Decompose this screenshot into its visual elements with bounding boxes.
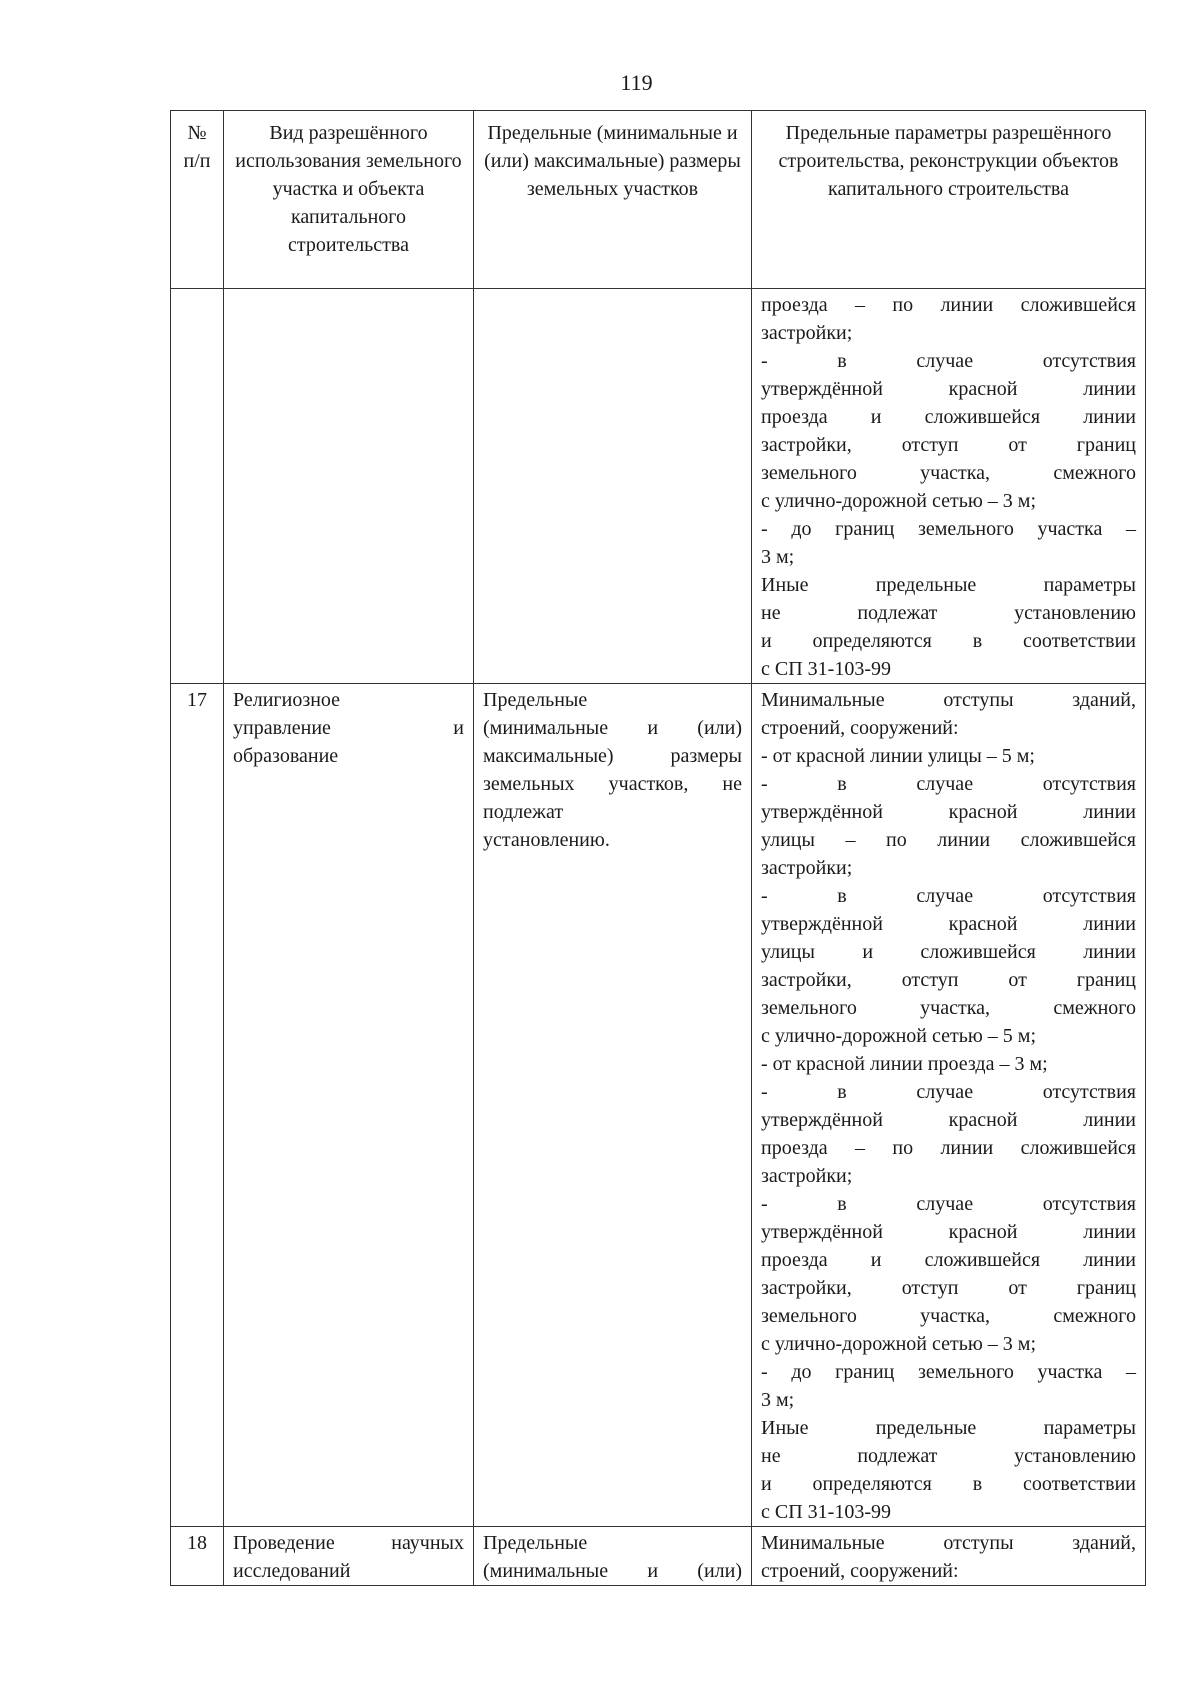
- row-type-of-use: [224, 289, 474, 684]
- text-line: строений, сооружений:: [761, 717, 959, 739]
- text-line: с СП 31-103-99: [761, 658, 891, 680]
- text-line: Минимальные отступы зданий,: [761, 1532, 1136, 1554]
- text-line: - в случае отсутствия: [761, 350, 1136, 372]
- table-row-17: [171, 684, 1146, 1527]
- text-line: утверждённой красной линии: [761, 801, 1136, 823]
- row-size-limits: [474, 684, 752, 1527]
- page-number: 119: [620, 70, 653, 95]
- row-number: 18: [171, 1527, 224, 1586]
- text-line: с улично-дорожной сетью – 3 м;: [761, 490, 1037, 512]
- text-line: улицы – по линии сложившейся: [761, 829, 1136, 851]
- text-line: - до границ земельного участка –: [761, 518, 1136, 540]
- text-line: - в случае отсутствия: [761, 773, 1136, 795]
- text-line: с улично-дорожной сетью – 5 м;: [761, 1025, 1037, 1047]
- row-size-limits: [474, 289, 752, 684]
- row-type-of-use: [224, 1527, 474, 1586]
- text-line: Религиозное: [233, 689, 341, 711]
- text-line: Предельные: [483, 1532, 588, 1554]
- text-line: (минимальные и (или): [483, 1560, 742, 1582]
- text-line: застройки;: [761, 857, 853, 879]
- text-line: строений, сооружений:: [761, 1560, 959, 1582]
- text-line: (минимальные и (или): [483, 717, 742, 739]
- text-line: проезда – по линии сложившейся: [761, 1137, 1136, 1159]
- text-line: проезда – по линии сложившейся: [761, 294, 1136, 316]
- row-number: [171, 289, 224, 684]
- header-params: Предельные параметры разрешённого строительства, реконструкции объектов капитального строительства: [752, 111, 1146, 289]
- text-line: и определяются в соответствии: [761, 1473, 1136, 1495]
- text-line: установлению.: [483, 829, 610, 851]
- row-params: [752, 289, 1146, 684]
- row-type-of-use: [224, 684, 474, 1527]
- text-line: управление и: [233, 717, 464, 739]
- text-line: улицы и сложившейся линии: [761, 941, 1136, 963]
- table-row-18: [171, 1527, 1146, 1586]
- text-line: и определяются в соответствии: [761, 630, 1136, 652]
- text-line: утверждённой красной линии: [761, 1109, 1136, 1131]
- text-line: - от красной линии проезда – 3 м;: [761, 1053, 1048, 1075]
- table-header-row: [171, 111, 1146, 289]
- text-line: утверждённой красной линии: [761, 378, 1136, 400]
- text-line: исследований: [233, 1560, 351, 1582]
- row-size-limits: [474, 1527, 752, 1586]
- text-line: утверждённой красной линии: [761, 913, 1136, 935]
- text-line: - от красной линии улицы – 5 м;: [761, 745, 1035, 767]
- text-line: - в случае отсутствия: [761, 885, 1136, 907]
- text-line: проезда и сложившейся линии: [761, 406, 1136, 428]
- text-line: земельного участка, смежного: [761, 462, 1136, 484]
- header-type-of-use: Вид разрешённого использования земельного участка и объекта капитального строительства: [224, 111, 474, 289]
- text-line: 3 м;: [761, 546, 795, 568]
- text-line: земельных участков, не: [483, 773, 742, 795]
- text-line: Иные предельные параметры: [761, 1417, 1136, 1439]
- text-line: не подлежат установлению: [761, 602, 1136, 624]
- text-line: Иные предельные параметры: [761, 574, 1136, 596]
- text-line: максимальные) размеры: [483, 745, 742, 767]
- text-line: Предельные: [483, 689, 588, 711]
- text-line: - в случае отсутствия: [761, 1081, 1136, 1103]
- text-line: застройки, отступ от границ: [761, 969, 1136, 991]
- header-number: № п/п: [171, 111, 224, 289]
- text-line: - до границ земельного участка –: [761, 1361, 1136, 1383]
- text-line: земельного участка, смежного: [761, 997, 1136, 1019]
- text-line: образование: [233, 745, 339, 767]
- table-row-continuation: [171, 289, 1146, 684]
- text-line: застройки, отступ от границ: [761, 1277, 1136, 1299]
- text-line: - в случае отсутствия: [761, 1193, 1136, 1215]
- row-params: [752, 1527, 1146, 1586]
- text-line: застройки, отступ от границ: [761, 434, 1136, 456]
- text-line: с улично-дорожной сетью – 3 м;: [761, 1333, 1037, 1355]
- text-line: застройки;: [761, 322, 853, 344]
- text-line: Минимальные отступы зданий,: [761, 689, 1136, 711]
- text-line: с СП 31-103-99: [761, 1501, 891, 1523]
- header-size-limits: Предельные (минимальные и (или) максимальные) размеры земельных участков: [474, 111, 752, 289]
- row-params: [752, 684, 1146, 1527]
- text-line: проезда и сложившейся линии: [761, 1249, 1136, 1271]
- text-line: утверждённой красной линии: [761, 1221, 1136, 1243]
- text-line: не подлежат установлению: [761, 1445, 1136, 1467]
- row-number: 17: [171, 684, 224, 1527]
- text-line: 3 м;: [761, 1389, 795, 1411]
- text-line: Проведение научных: [233, 1532, 464, 1554]
- text-line: застройки;: [761, 1165, 853, 1187]
- text-line: земельного участка, смежного: [761, 1305, 1136, 1327]
- text-line: подлежат: [483, 801, 564, 823]
- regulations-table: [170, 110, 1146, 1586]
